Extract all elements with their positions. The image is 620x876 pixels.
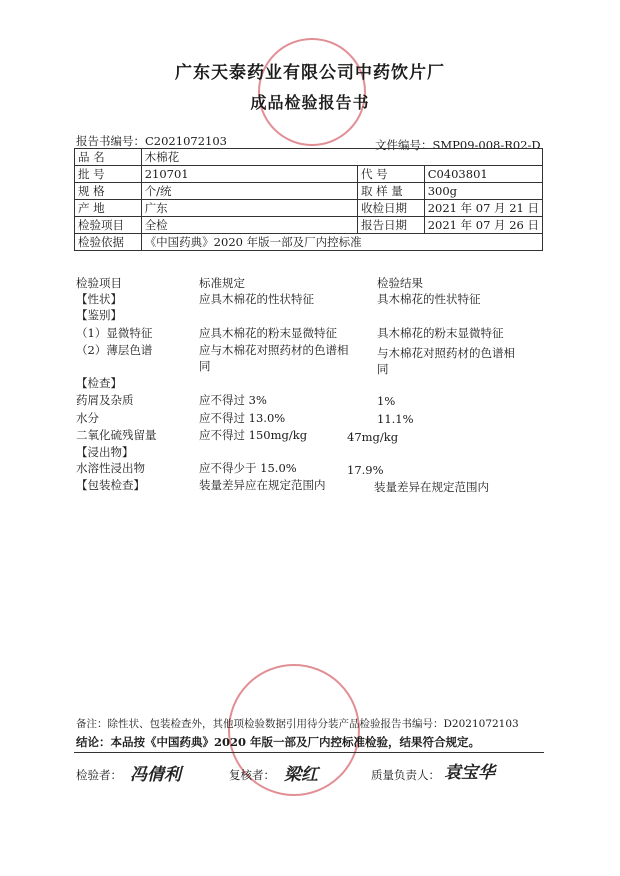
result-value: 具木棉花的粉末显微特征 bbox=[377, 326, 504, 340]
name-label: 品 名 bbox=[75, 149, 142, 166]
result-value-cont: 同 bbox=[377, 362, 389, 376]
code-label: 代 号 bbox=[357, 166, 424, 183]
item-value: 全检 bbox=[141, 217, 357, 234]
column-header-result: 检验结果 bbox=[377, 276, 423, 290]
remark: 备注：除性状、包装检查外，其他项检验数据引用待分装产品检验报告书编号：D2021072103 bbox=[76, 718, 519, 730]
receive-date-label: 收检日期 bbox=[357, 200, 424, 217]
table-row bbox=[75, 234, 543, 251]
reviewer-signature: 梁红 bbox=[284, 765, 318, 785]
sample-label: 取 样 量 bbox=[357, 183, 424, 200]
qa-label: 质量负责人： bbox=[371, 768, 440, 782]
report-date-label: 报告日期 bbox=[357, 217, 424, 234]
product-info-table bbox=[74, 148, 543, 251]
receive-date-value: 2021 年 07 月 21 日 bbox=[424, 200, 542, 217]
result-standard: 应具木棉花的性状特征 bbox=[199, 292, 314, 306]
result-value: 1% bbox=[377, 394, 396, 408]
result-value: 47mg/kg bbox=[347, 430, 399, 444]
result-standard: 应具木棉花的粉末显微特征 bbox=[199, 326, 337, 340]
name-value: 木棉花 bbox=[141, 149, 542, 166]
result-item: 【性状】 bbox=[76, 292, 122, 306]
result-standard: 应不得少于 15.0% bbox=[199, 461, 297, 475]
result-value: 17.9% bbox=[347, 463, 384, 477]
report-date-value: 2021 年 07 月 26 日 bbox=[424, 217, 542, 234]
inspector-signature: 冯倩利 bbox=[130, 765, 181, 785]
result-standard: 应不得过 13.0% bbox=[199, 411, 286, 425]
basis-label: 检验依据 bbox=[75, 234, 142, 251]
origin-label: 产 地 bbox=[75, 200, 142, 217]
document-title: 成品检验报告书 bbox=[250, 93, 370, 112]
result-standard: 应与木棉花对照药材的色谱相 bbox=[199, 343, 349, 357]
code-value: C0403801 bbox=[424, 166, 542, 183]
batch-value: 210701 bbox=[141, 166, 357, 183]
result-value: 与木棉花对照药材的色谱相 bbox=[377, 346, 515, 360]
result-value: 装量差异在规定范围内 bbox=[374, 480, 489, 494]
report-number: 报告书编号：C2021072103 bbox=[76, 134, 227, 148]
result-standard: 应不得过 3% bbox=[199, 393, 267, 407]
batch-label: 批 号 bbox=[75, 166, 142, 183]
column-header-standard: 标准规定 bbox=[199, 276, 245, 290]
result-item: 【检查】 bbox=[76, 376, 122, 390]
result-standard: 应不得过 150mg/kg bbox=[199, 428, 308, 442]
sample-value: 300g bbox=[424, 183, 542, 200]
table-row bbox=[75, 217, 543, 234]
table-row bbox=[75, 183, 543, 200]
result-value: 具木棉花的性状特征 bbox=[377, 292, 481, 306]
result-item: 【浸出物】 bbox=[76, 445, 134, 459]
result-standard: 装量差异应在规定范围内 bbox=[199, 478, 326, 492]
file-number: 文件编号：SMP09-008-R02-D bbox=[375, 138, 541, 152]
conclusion: 结论：本品按《中国药典》2020 年版一部及厂内控标准检验，结果符合规定。 bbox=[76, 735, 481, 749]
qa-signature: 袁宝华 bbox=[444, 763, 495, 783]
table-row bbox=[75, 166, 543, 183]
result-standard-cont: 同 bbox=[199, 359, 211, 373]
result-item: 【包装检查】 bbox=[76, 478, 145, 492]
column-header-item: 检验项目 bbox=[76, 276, 122, 290]
inspector-label: 检验者： bbox=[76, 768, 122, 782]
result-item: 二氧化硫残留量 bbox=[76, 428, 157, 442]
origin-value: 广东 bbox=[141, 200, 357, 217]
result-item: （2）薄层色谱 bbox=[76, 343, 153, 357]
table-row bbox=[75, 200, 543, 217]
result-item: 水分 bbox=[76, 411, 99, 425]
result-item: 【鉴别】 bbox=[76, 308, 122, 322]
result-value: 11.1% bbox=[377, 412, 414, 426]
spec-label: 规 格 bbox=[75, 183, 142, 200]
spec-value: 个/统 bbox=[141, 183, 357, 200]
result-item: 药屑及杂质 bbox=[76, 393, 134, 407]
company-title: 广东天泰药业有限公司中药饮片厂 bbox=[175, 63, 445, 83]
table-row bbox=[75, 149, 543, 166]
reviewer-label: 复核者： bbox=[229, 768, 275, 782]
footer-divider bbox=[74, 752, 544, 753]
result-item: （1）显微特征 bbox=[76, 326, 153, 340]
item-label: 检验项目 bbox=[75, 217, 142, 234]
basis-value: 《中国药典》2020 年版一部及厂内控标准 bbox=[141, 234, 542, 251]
result-item: 水溶性浸出物 bbox=[76, 461, 145, 475]
